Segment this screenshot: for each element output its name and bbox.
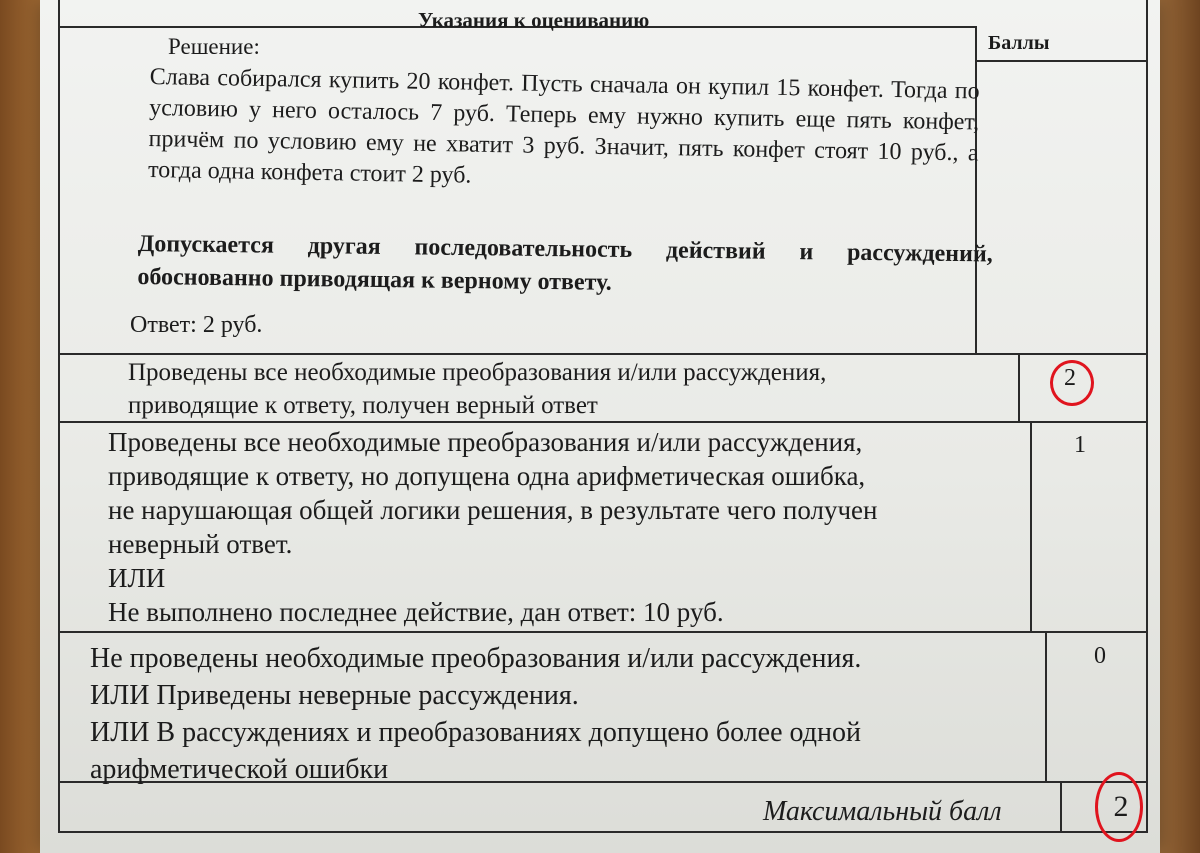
- criterion-0-line: ИЛИ В рассуждениях и преобразованиях допущено более одной: [90, 717, 861, 748]
- solution-note: Допускается другая последовательность действий и рассуждений, обоснованно приводящая к верному ответу.: [137, 230, 993, 296]
- solution-label: Решение:: [168, 34, 260, 59]
- criterion-2-line: Проведены все необходимые преобразования и/или рассуждения,: [128, 359, 827, 386]
- criterion-2-text: [128, 356, 826, 422]
- max-score-label: Максимальный балл: [763, 796, 1002, 827]
- criterion-1-line: Не выполнено последнее действие, дан ответ: 10 руб.: [108, 597, 724, 627]
- max-score-value: 2: [1113, 790, 1129, 823]
- solution-answer: Ответ: 2 руб.: [130, 312, 263, 338]
- score-divider-row0: [1045, 633, 1047, 783]
- criterion-1-text: [108, 425, 877, 629]
- grading-sheet: [58, 0, 1148, 853]
- score-divider-row1: [1030, 423, 1032, 633]
- criterion-2-line: приводящие к ответу, получен верный ответ: [128, 392, 598, 419]
- red-circle-annotation: [1050, 360, 1094, 406]
- criterion-0-line: ИЛИ Приведены неверные рассуждения.: [90, 680, 579, 711]
- score-divider-max: [1060, 783, 1062, 833]
- criterion-1-line: ИЛИ: [108, 563, 166, 593]
- criterion-1-line: Проведены все необходимые преобразования и/или рассуждения,: [108, 427, 863, 457]
- red-circle-annotation-max: [1095, 772, 1143, 842]
- criterion-0-line: арифметической ошибки: [90, 754, 389, 785]
- solution-text: Слава собирался купить 20 конфет. Пусть сначала он купил 15 конфет. Тогда по условию у него осталось 7 руб. Теперь ему нужно купить еще пять конфет, причём по условию ему не хватит 3 руб. Значит, пять конфет стоят 10 руб., а тогда одна конфета стоит 2 руб.: [147, 63, 980, 189]
- criterion-1-line: неверный ответ.: [108, 529, 293, 559]
- criterion-1-line: не нарушающая общей логики решения, в результате чего получен: [108, 495, 878, 525]
- criterion-0-score: 0: [1094, 643, 1106, 669]
- score-divider-row2: [1018, 355, 1020, 423]
- criterion-1-line: приводящие к ответу, но допущена одна арифметическая ошибка,: [108, 461, 866, 491]
- criterion-0-text: [90, 640, 861, 788]
- criterion-0-line: Не проведены необходимые преобразования и/или рассуждения.: [90, 643, 862, 674]
- criterion-2-score: 2: [1064, 365, 1076, 391]
- header-score: Баллы: [988, 32, 1050, 54]
- header-title: Указания к оцениванию: [418, 8, 650, 32]
- criterion-1-score: 1: [1074, 432, 1086, 458]
